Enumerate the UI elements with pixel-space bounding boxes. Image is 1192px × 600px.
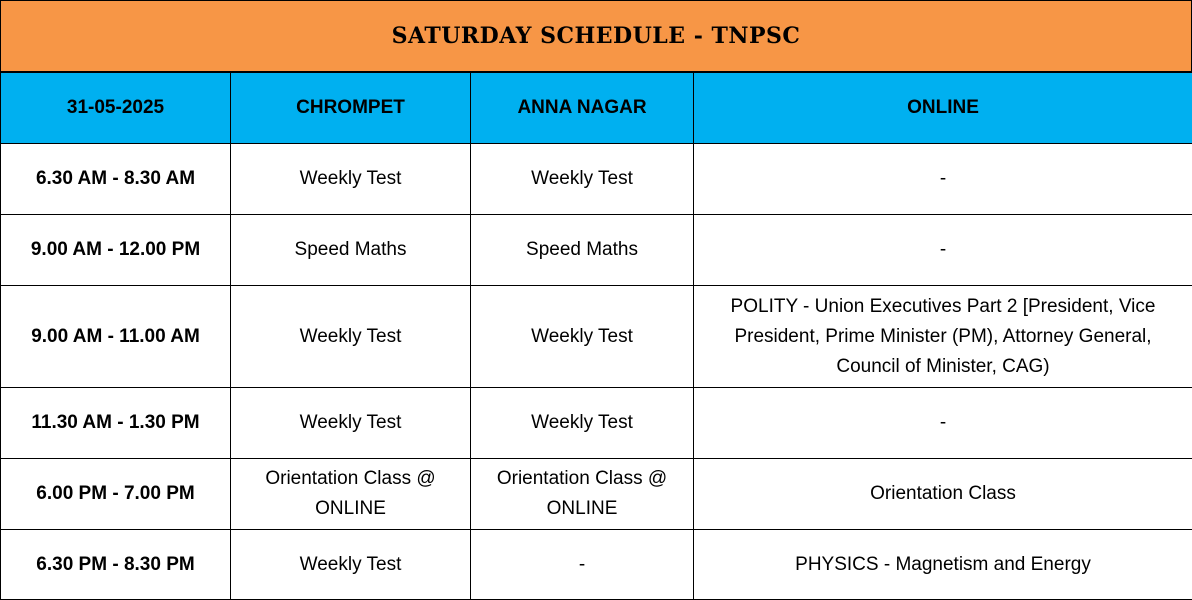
anna-nagar-cell: Weekly Test bbox=[471, 286, 694, 388]
online-cell: PHYSICS - Magnetism and Energy bbox=[694, 530, 1192, 600]
time-cell: 6.30 AM - 8.30 AM bbox=[1, 144, 231, 215]
chrompet-cell: Weekly Test bbox=[231, 144, 471, 215]
anna-nagar-cell: - bbox=[471, 530, 694, 600]
time-cell: 6.00 PM - 7.00 PM bbox=[1, 459, 231, 530]
header-online: ONLINE bbox=[694, 73, 1192, 144]
online-cell: Orientation Class bbox=[694, 459, 1192, 530]
table-row bbox=[1, 215, 1192, 286]
header-anna-nagar: ANNA NAGAR bbox=[471, 73, 694, 144]
online-cell: - bbox=[694, 388, 1192, 459]
online-cell: - bbox=[694, 215, 1192, 286]
anna-nagar-cell: Speed Maths bbox=[471, 215, 694, 286]
anna-nagar-cell: Weekly Test bbox=[471, 388, 694, 459]
chrompet-cell: Weekly Test bbox=[231, 388, 471, 459]
chrompet-cell: Weekly Test bbox=[231, 286, 471, 388]
header-date: 31-05-2025 bbox=[1, 73, 231, 144]
chrompet-cell: Weekly Test bbox=[231, 530, 471, 600]
table-row bbox=[1, 459, 1192, 530]
time-cell: 9.00 AM - 12.00 PM bbox=[1, 215, 231, 286]
anna-nagar-cell: Orientation Class @ ONLINE bbox=[471, 459, 694, 530]
schedule-table bbox=[0, 72, 1192, 600]
table-row bbox=[1, 144, 1192, 215]
time-cell: 11.30 AM - 1.30 PM bbox=[1, 388, 231, 459]
table-row bbox=[1, 286, 1192, 388]
time-cell: 9.00 AM - 11.00 AM bbox=[1, 286, 231, 388]
time-cell: 6.30 PM - 8.30 PM bbox=[1, 530, 231, 600]
table-row bbox=[1, 530, 1192, 600]
chrompet-cell: Speed Maths bbox=[231, 215, 471, 286]
header-chrompet: CHROMPET bbox=[231, 73, 471, 144]
online-cell: POLITY - Union Executives Part 2 [President, Vice President, Prime Minister (PM), Attorney General, Council of Minister, CAG) bbox=[694, 286, 1192, 388]
header-row bbox=[1, 73, 1192, 144]
anna-nagar-cell: Weekly Test bbox=[471, 144, 694, 215]
chrompet-cell: Orientation Class @ ONLINE bbox=[231, 459, 471, 530]
schedule-title: SATURDAY SCHEDULE - TNPSC bbox=[0, 0, 1192, 72]
table-row bbox=[1, 388, 1192, 459]
online-cell: - bbox=[694, 144, 1192, 215]
